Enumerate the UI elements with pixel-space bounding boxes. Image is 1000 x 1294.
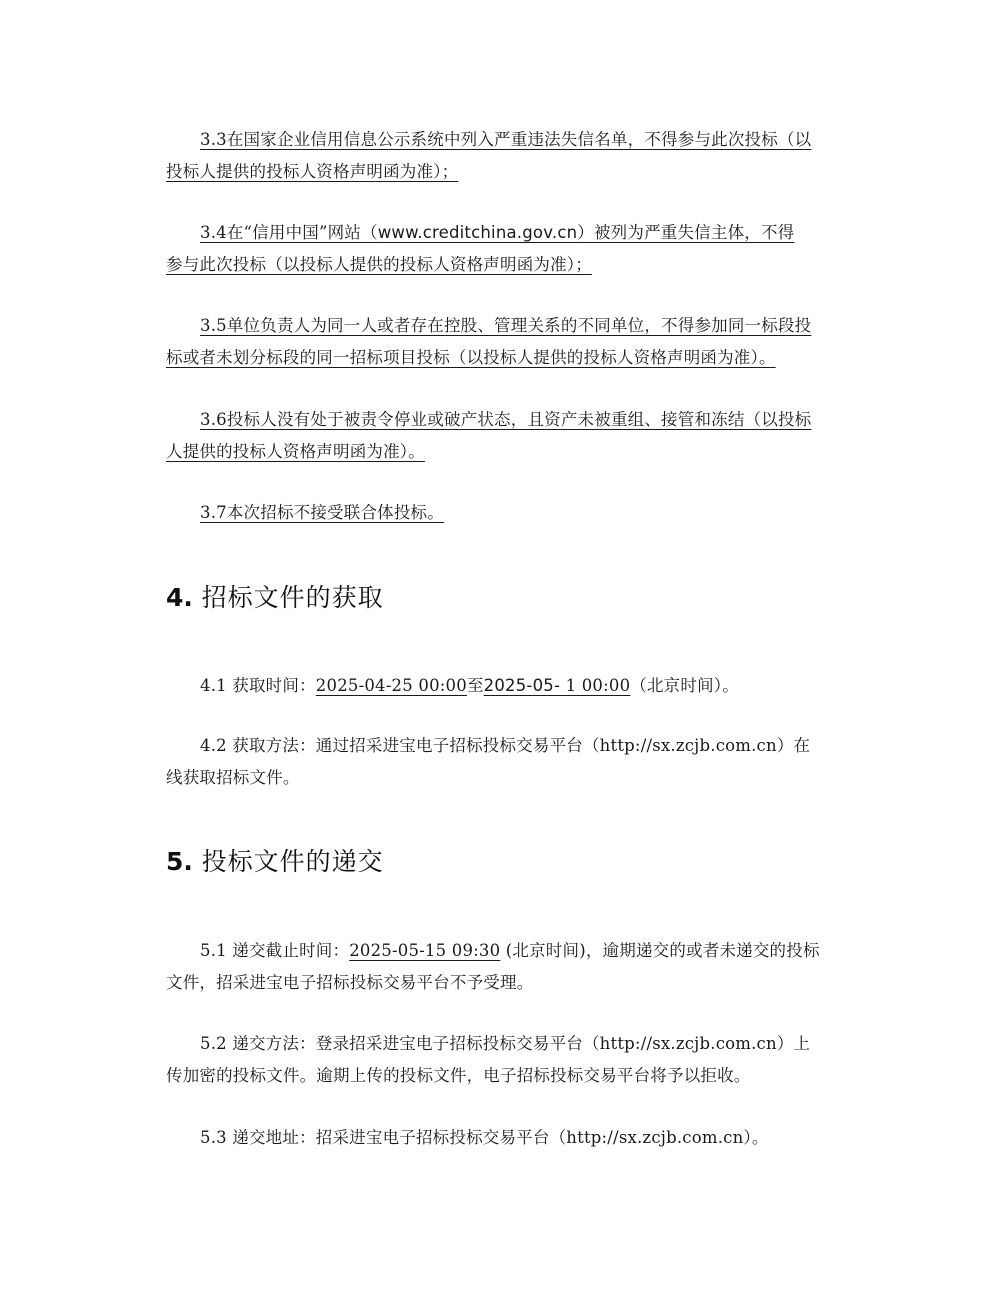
p3-5-line1: 3.5单位负责人为同一人或者存在控股、管理关系的不同单位，不得参加同一标段投 — [200, 316, 812, 335]
p3-3-line1: 3.3在国家企业信用信息公示系统中列入严重违法失信名单，不得参与此次投标（以 — [200, 130, 812, 149]
p5-2-line2: 传加密的投标文件。逾期上传的投标文件，电子招标投标交易平台将予以拒收。 — [166, 1066, 751, 1085]
p4-2-line2: 线获取招标文件。 — [166, 768, 300, 787]
section-4-number: 4. — [166, 583, 193, 612]
p3-6-line1: 3.6投标人没有处于被责令停业或破产状态，且资产未被重组、接管和冻结（以投标 — [200, 410, 812, 429]
section-4-heading — [166, 580, 384, 616]
paragraph-3-6 — [166, 404, 834, 468]
p3-7-line1: 3.7本次招标不接受联合体投标。 — [200, 503, 444, 522]
p3-4-line2: 参与此次投标（以投标人提供的投标人资格声明函为准）； — [166, 255, 592, 274]
section-5-number: 5. — [166, 847, 193, 876]
paragraph-5-3 — [166, 1122, 834, 1154]
paragraph-3-5 — [166, 310, 834, 374]
p3-4-line1-suffix: ）被列为严重失信主体，不得 — [577, 223, 795, 242]
p4-1-to: 至 — [466, 676, 484, 695]
p4-1-time-end-b: 1 00:00 — [560, 676, 631, 695]
p4-1-time-end-a: 2025-05- — [483, 676, 561, 695]
paragraph-4-2 — [166, 730, 834, 794]
p5-3-line1: 5.3 递交地址：招采进宝电子招标投标交易平台（http://sx.zcjb.com.cn）。 — [200, 1128, 769, 1147]
paragraph-4-1 — [166, 670, 834, 702]
paragraph-3-4 — [166, 217, 834, 281]
section-5-title: 投标文件的递交 — [201, 847, 384, 876]
creditchina-link[interactable]: www.creditchina.gov.cn — [377, 223, 578, 242]
p4-1-time-start: 2025-04-25 00:00 — [315, 676, 467, 695]
p3-4-line1-prefix: 3.4在“信用中国”网站（ — [200, 223, 378, 242]
paragraph-5-1 — [166, 935, 834, 999]
paragraph-3-7 — [166, 497, 834, 529]
p5-2-line1: 5.2 递交方法：登录招采进宝电子招标投标交易平台（http://sx.zcjb.com.cn）上 — [200, 1034, 811, 1053]
p3-3-line2: 投标人提供的投标人资格声明函为准）； — [166, 162, 459, 181]
p4-1-suffix: （北京时间）。 — [630, 676, 739, 695]
section-5-heading — [166, 844, 384, 880]
paragraph-3-3 — [166, 124, 834, 188]
section-4-title: 招标文件的获取 — [201, 583, 384, 612]
p5-1-line2: 文件，招采进宝电子招标投标交易平台不予受理。 — [166, 973, 534, 992]
p4-1-prefix: 4.1 获取时间： — [200, 676, 316, 695]
p3-5-line2: 标或者未划分标段的同一招标项目投标（以投标人提供的投标人资格声明函为准）。 — [166, 348, 776, 367]
paragraph-5-2 — [166, 1028, 834, 1092]
p5-1-line1-suffix: (北京时间)，逾期递交的或者未递交的投标 — [500, 941, 820, 960]
p4-2-line1: 4.2 获取方法：通过招采进宝电子招标投标交易平台（http://sx.zcjb.com.cn）在 — [200, 736, 811, 755]
p5-1-deadline: 2025-05-15 09:30 — [349, 941, 501, 960]
p5-1-prefix: 5.1 递交截止时间： — [200, 941, 350, 960]
p3-6-line2: 人提供的投标人资格声明函为准）。 — [166, 442, 425, 461]
